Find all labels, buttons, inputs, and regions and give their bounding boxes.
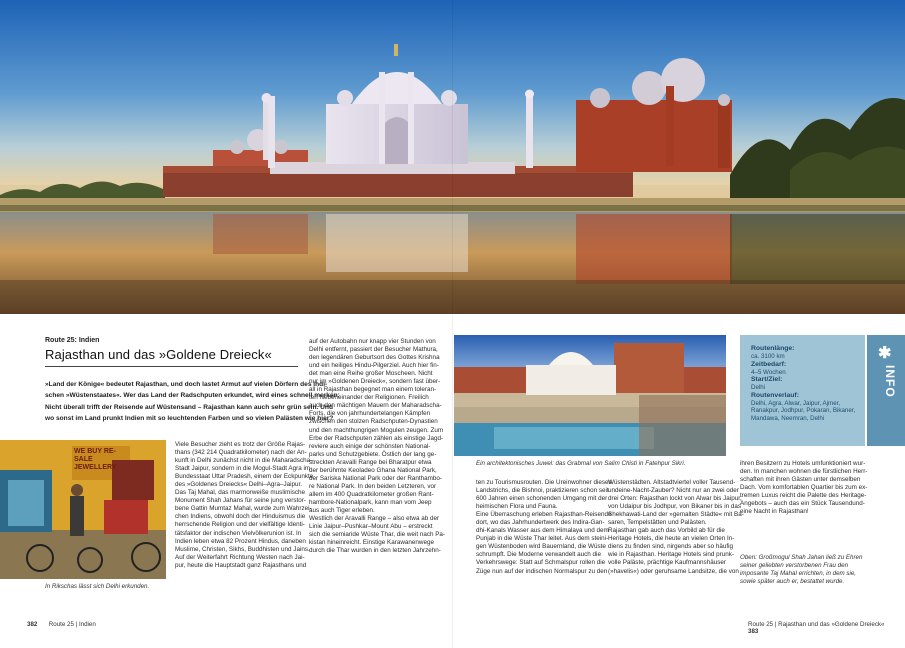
page-number-left: 382 xyxy=(27,621,38,628)
text-line: den. In manchen wohnen die fürstlichen Herr- xyxy=(740,468,868,476)
lead-line: »Land der Könige« bedeutet Rajasthan, und doch lastet Armut auf vielen Dörfern des indi- xyxy=(45,381,328,388)
text-line: kistan hineinreicht. Einstige Karawanenwege xyxy=(309,539,434,547)
text-line: Delhi entfernt, passiert der Besucher Mathura, xyxy=(309,346,438,354)
text-line: Punjab in die Wüste Thar leitet. Aus dem steini- xyxy=(476,535,609,543)
text-line: chen Indiens, obwohl doch der Hinduismus die xyxy=(175,513,306,521)
text-line: (»havelis«) oder geruhsame Landsitze, die von xyxy=(608,567,739,575)
title-rule xyxy=(45,366,298,367)
text-line: pur, heute die Hauptstadt ganz Rajasthans und xyxy=(175,561,307,569)
text-line: Das Taj Mahal, das marmorweiße muslimische xyxy=(175,489,306,497)
text-line: und ein heiliges Hindu-Pilgerziel. Auch hier fin- xyxy=(309,362,439,370)
text-line: auch den mächtigen Mauern der Maharadscha- xyxy=(309,402,442,410)
text-line: gen Wüstenboden wird Bauernland, die Wüste xyxy=(476,543,606,551)
text-line: Forts, die von jahrhundertelangen Kämpfen xyxy=(309,410,431,418)
caption-rickshaw: In Rikschas lässt sich Delhi erkunden. xyxy=(45,583,150,590)
text-line: Angebots – auch das ein Stück Tausendund- xyxy=(740,500,865,508)
rickshaw-photo xyxy=(0,440,166,579)
route-kicker: Route 25: Indien xyxy=(45,337,100,344)
text-line: tätsfaktor der indischen Vielvölkerunion ist. In xyxy=(175,529,302,537)
text-line: ihren Besitzern zu Hotels umfunktioniert wur- xyxy=(740,460,866,467)
text-line: zwischen den stolzen Radschputen-Dynastien xyxy=(309,418,438,426)
text-line: parks und Schutzgebiete. Östlich der lang ge- xyxy=(309,450,437,458)
text-column-2 xyxy=(309,338,446,555)
routenlaenge-value: ca. 3100 km xyxy=(751,353,785,360)
text-line: Landstrichs, die Bishnoi, praktizieren schon seit xyxy=(476,487,609,495)
startziel-value: Delhi xyxy=(751,384,766,392)
text-line: nur im »Goldenen Dreieck«, sondern fast über- xyxy=(309,378,441,386)
text-line: Viele Besucher zieht es trotz der Größe Rajas- xyxy=(175,441,306,448)
text-line: herrschende Religion und der vielfältige Identi- xyxy=(175,521,305,529)
text-line: bene Gattin Mumtaz Mahal, wurde zum Wahrzei- xyxy=(175,505,312,513)
text-line: undeine-Nacht-Zauber? Nicht nur an zwei oder xyxy=(608,487,739,495)
shop-sign: WE BUY RE-SALE JEWELLERY xyxy=(74,448,117,471)
text-line: Dach. Vom komfortablen Quartier bis zum ex- xyxy=(740,484,868,492)
text-line: und den machthungrigen Mogulen zeugen. Zum xyxy=(309,426,444,434)
text-line: auf der Autobahn nur knapp vier Stunden von xyxy=(309,338,436,345)
lead-paragraph xyxy=(45,379,340,425)
text-line: Shekhawati-Land der »gemalten Städte« mit Ba- xyxy=(608,511,744,519)
text-line: kunft in Delhi zunächst nicht in die Maharadscha- xyxy=(175,457,313,465)
text-line: ten zu Tourismusrouten. Die Ureinwohner dieses xyxy=(476,479,612,486)
text-line: thans (342 214 Quadratkilometer) nach der An- xyxy=(175,449,307,457)
caption-right xyxy=(740,554,865,586)
text-line: des »Goldenes Dreiecks« Delhi–Agra–Jaipur. xyxy=(175,481,303,489)
text-line: Stadt Jaipur, sondern in die Mogul-Stadt Agra im xyxy=(175,465,311,473)
routenverlauf-line: Delhi, Agra, Alwar, Jaipur, Ajmer, xyxy=(751,399,841,407)
text-line: allem im 400 Quadratkilometer großen Rant- xyxy=(309,490,434,498)
text-line: 600 Jahren einen schonenden Umgang mit der xyxy=(476,495,608,503)
lead-line: Nicht überall trifft der Reisende auf Wüstensand – Rajasthan kann auch sehr grün sein. Und xyxy=(45,403,333,411)
caption-line: imposante Taj Mahal errichten, in dem sie, xyxy=(740,570,857,577)
text-line: Züge nun auf der indischen Normalspur zu den xyxy=(476,567,608,575)
caption-line: Oben: Großmogul Shah Jahan ließ zu Ehren xyxy=(740,554,863,561)
text-line: Linie Jaipur–Pushkar–Mount Abu – erstreckt xyxy=(309,523,433,531)
text-line: der berühmte Keoladeo Ghana National Park, xyxy=(309,466,437,474)
lead-line: wo sonst im Land prunkt Indien mit so leuchtenden Farben und so vielen Palästen wie hier? xyxy=(45,415,334,423)
caption-line: seiner geliebten verstorbenen Frau den xyxy=(740,562,849,569)
text-line: den legendären Geburtsort des Gottes Krishna xyxy=(309,354,440,362)
text-line: Heritage Hotels, die heute an vielen Orten In- xyxy=(608,535,735,543)
text-line: Verkehrswege: Statt auf Schmalspur rollen die xyxy=(476,559,606,567)
page-number-right: 383 xyxy=(748,628,759,635)
asterisk-icon: ✱ xyxy=(878,345,892,362)
text-line: Indien leben etwa 82 Prozent Hindus, daneben xyxy=(175,537,306,545)
text-line: drei Orten: Rajasthan lockt von Alwar bis Jaipur, xyxy=(608,495,742,503)
info-tab-label: INFO xyxy=(883,365,897,398)
page-title: Rajasthan und das »Goldene Dreieck« xyxy=(45,347,272,362)
text-line: schaften mit ihren Gästen unter demselben xyxy=(740,476,861,484)
text-line: Westlich der Aravalli Range – also etwa ab der xyxy=(309,515,440,523)
page-gutter xyxy=(452,0,453,648)
routenlaenge-label: Routenlänge: xyxy=(751,345,795,352)
text-line: re National Park. In den beiden Letzteren, vor xyxy=(309,482,437,490)
text-line: wie in Rajasthan. Heritage Hotels sind prunk- xyxy=(608,551,734,559)
text-line: streckten Aravalli Range bei Bharatpur etwa xyxy=(309,458,432,466)
zeitbedarf-value: 4–5 Wochen xyxy=(751,368,786,376)
text-line: heimischen Flora und Fauna. xyxy=(476,503,558,511)
caption-tomb: Ein architektonisches Juwel: das Grabmal von Salim Chisti in Fatehpur Sikri. xyxy=(476,460,686,467)
text-line: eine Nacht in Rajasthan! xyxy=(740,508,809,516)
text-line: hambore-Nationalpark, kann man vom Jeep xyxy=(309,498,432,506)
text-column-5 xyxy=(740,460,868,516)
info-tab xyxy=(867,335,905,446)
text-line: Wüstenstädten. Altstadtviertel voller Tausend- xyxy=(608,479,736,486)
text-line: dhi-Kanals Wasser aus dem Himalaya und dem xyxy=(476,527,609,535)
text-column-1 xyxy=(175,441,314,570)
text-line: volle Paläste, prächtige Kaufmannshäuser xyxy=(608,559,726,567)
folio-left xyxy=(27,621,96,628)
text-line: Erbe der Radschputen zählen als einstige Jagd- xyxy=(309,434,444,442)
text-line: det man eine Reihe großer Moscheen. Nicht xyxy=(309,370,433,378)
text-column-4 xyxy=(608,479,744,576)
lead-line: schen »Wüstenstaates«. Wer das Land der Radschputen erkundet, wird eines schnell merken: xyxy=(45,392,340,400)
text-line: Eine Überraschung erleben Rajasthan-Reisende xyxy=(476,511,612,519)
startziel-label: Start/Ziel: xyxy=(751,376,783,384)
tomb-photo xyxy=(454,335,726,456)
info-box xyxy=(740,335,865,446)
text-line: aus auch Tiger erleben. xyxy=(309,506,375,514)
text-column-3 xyxy=(476,479,612,576)
zeitbedarf-label: Zeitbedarf: xyxy=(751,360,787,368)
text-line: saren, Tempelstätten und Palästen. xyxy=(608,519,707,527)
routenverlauf-label: Routenverlauf: xyxy=(751,391,799,399)
folio-right xyxy=(748,621,905,635)
running-head-left: Route 25 | Indien xyxy=(48,621,96,628)
text-line: Bundesstaat Uttar Pradesh, einem der Eckpunkte xyxy=(175,473,314,481)
routenverlauf-line: Ranakpur, Jodhpur, Pokaran, Bikaner, xyxy=(751,407,856,415)
text-line: durch die Thar wurden in den letzten Jahrzehn- xyxy=(309,547,441,555)
text-line: ten Nebeneinander der Religionen. Freilich xyxy=(309,394,429,402)
text-line: tremen Luxus reicht die Palette des Heritage- xyxy=(740,492,867,500)
caption-line: sowie später auch er, bestattet wurde. xyxy=(740,578,845,585)
text-line: Monument Shah Jahans für seine jung verstor- xyxy=(175,497,306,505)
running-head-right: Route 25 | Rajasthan und das »Goldene Dreieck« xyxy=(748,621,885,628)
text-line: diens zu finden sind, nirgends aber so häufig xyxy=(608,543,733,551)
text-line: all in Rajasthan begegnet man einem toleran- xyxy=(309,386,437,394)
text-line: reviere auch einige der schönsten National- xyxy=(309,442,431,450)
text-line: Rajasthan gab auch das Vorbild ab für die xyxy=(608,527,725,535)
text-line: dort, wo das Jahrhundertwerk des Indira-Gan- xyxy=(476,519,605,527)
text-line: Auf der Weiterfahrt Richtung Westen nach Jai- xyxy=(175,553,305,561)
text-line: der Sariska National Park oder der Ranthambo- xyxy=(309,474,443,482)
text-line: Muslime, Christen, Sikhs, Buddhisten und Jains. xyxy=(175,545,310,553)
text-line: sich die semiaride Wüste Thar, die weit nach Pa- xyxy=(309,531,446,539)
text-line: von Udaipur bis Jodhpur, von Bikaner bis in das xyxy=(608,503,742,511)
routenverlauf-line: Mandawa, Neemran, Delhi xyxy=(751,414,825,422)
text-line: schrumpft. Die Moderne verwandelt auch die xyxy=(476,551,601,559)
